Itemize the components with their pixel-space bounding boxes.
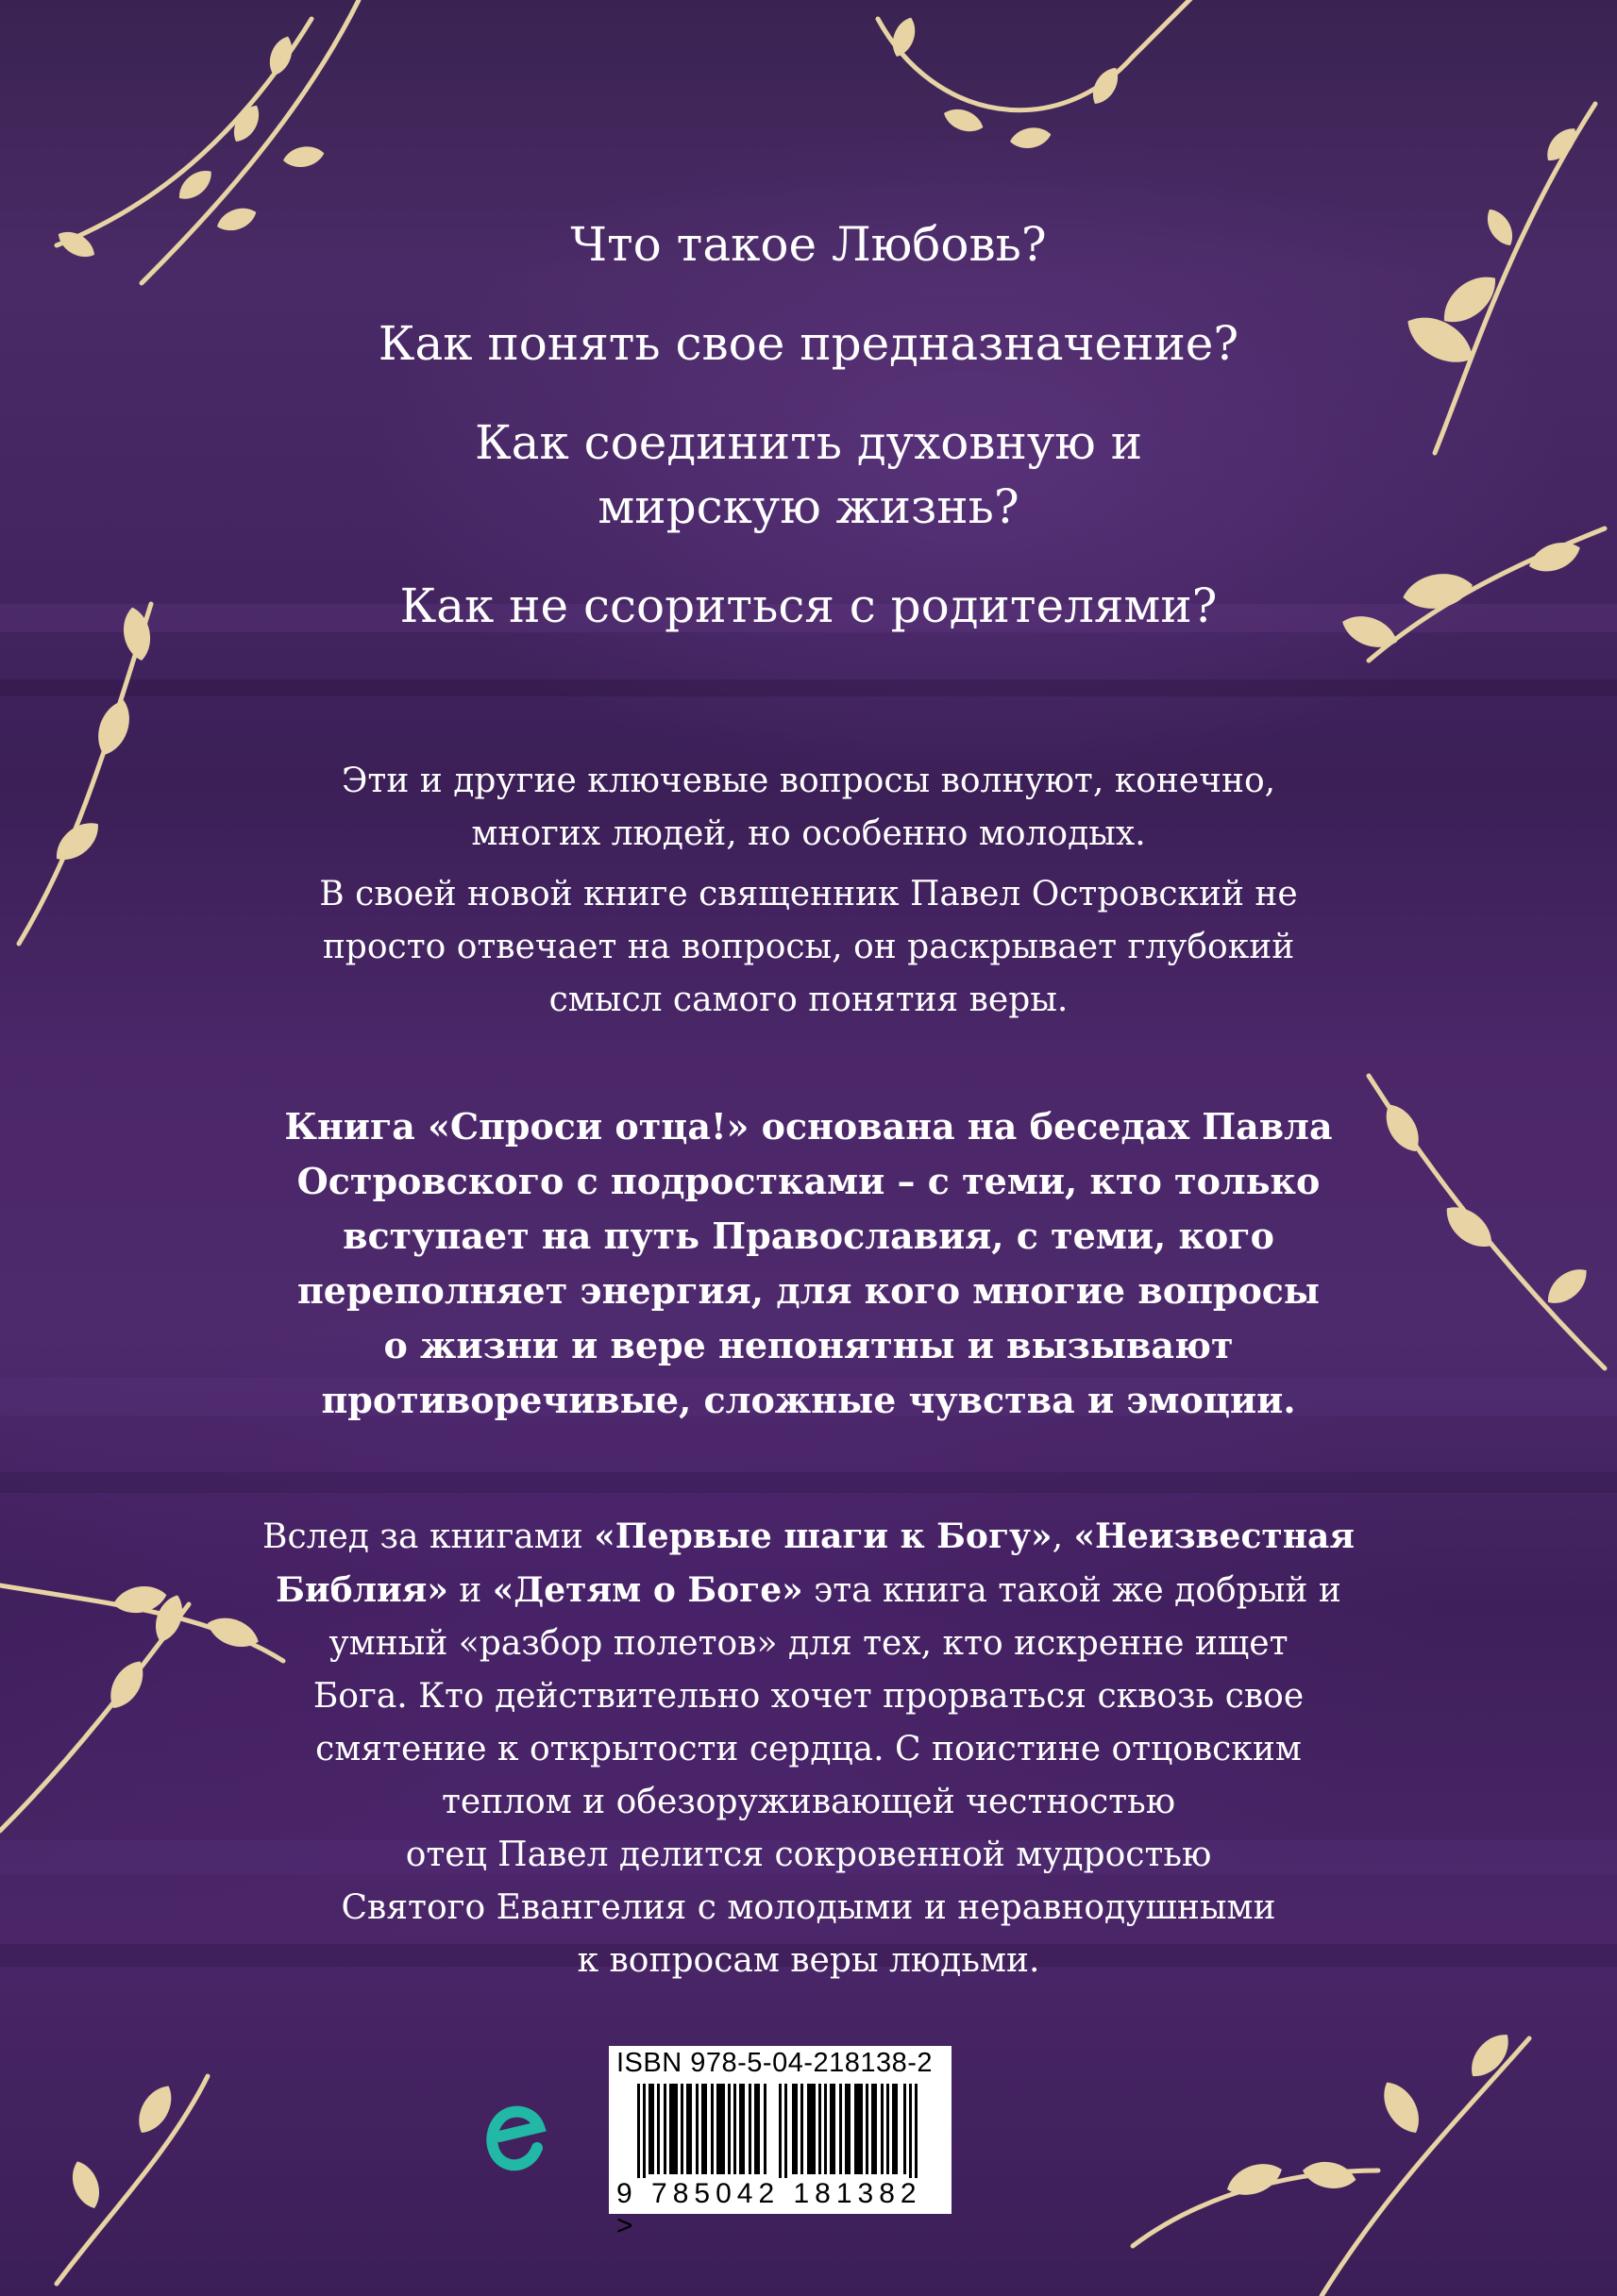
question-purpose: Как понять свое предназначение?	[378, 316, 1239, 371]
closing-line: отец Павел делится сокровенной мудростью	[405, 1835, 1212, 1874]
intro-line: многих людей, но особенно молодых.	[471, 814, 1146, 853]
intro-line: Эти и другие ключевые вопросы волнуют, конечно,	[341, 762, 1276, 800]
closing-paragraph	[0, 1510, 1617, 1987]
description-line: вступает на путь Православия, с теми, кого	[343, 1215, 1274, 1257]
book-title-children: «Детям о Боге»	[492, 1570, 803, 1610]
question-parents: Как не ссориться с родителями?	[399, 578, 1218, 633]
description-line: Островского с подростками – с теми, кто только	[296, 1160, 1321, 1202]
book-title-first-steps: «Первые шаги к Богу»	[594, 1517, 1053, 1556]
closing-line	[0, 1510, 1617, 1564]
question-love: Что такое Любовь?	[570, 217, 1047, 272]
barcode-bars	[637, 2084, 930, 2178]
text-span: и	[447, 1571, 493, 1610]
isbn-label: ISBN 978-5-04-218138-2	[616, 2048, 934, 2078]
isbn-digits: 9 785042 181382 >	[616, 2178, 922, 2241]
question-list	[0, 212, 1617, 673]
description-line: переполняет энергия, для кого многие вопросы	[296, 1269, 1321, 1312]
description-line: Книга «Спроси отца!» основана на беседах Павла	[284, 1105, 1333, 1148]
description-line: о жизни и вере непонятны и вызывают	[383, 1324, 1234, 1366]
closing-line: Святого Евангелия с молодыми и неравнодушными	[341, 1888, 1276, 1927]
text-span: эта книга такой же добрый и	[802, 1571, 1341, 1610]
question-spiritual-line1: Как соединить духовную и	[474, 415, 1143, 470]
intro-line: просто отвечает на вопросы, он раскрывает глубокий	[322, 928, 1295, 966]
isbn-barcode	[609, 2046, 952, 2241]
book-title-bible: Библия»	[276, 1570, 448, 1610]
closing-line: смятение к открытости сердца. С поистине отцовским	[315, 1730, 1302, 1768]
text-span: ,	[1052, 1517, 1074, 1556]
closing-line	[0, 1564, 1617, 1617]
description-line: противоречивые, сложные чувства и эмоции.	[321, 1379, 1296, 1421]
intro-paragraph	[0, 755, 1617, 1027]
intro-line: В своей новой книге священник Павел Островский не	[319, 875, 1298, 913]
text-span: Вслед за книгами	[262, 1517, 595, 1556]
question-spiritual-line2: мирскую жизнь?	[598, 479, 1019, 534]
closing-line: Бога. Кто действительно хочет прорваться сквозь свое	[312, 1677, 1305, 1716]
book-description	[0, 1099, 1617, 1428]
closing-line: к вопросам веры людьми.	[577, 1941, 1040, 1980]
book-title-unknown: «Неизвестная	[1073, 1517, 1355, 1556]
closing-line: умный «разбор полетов» для тех, кто искренне ищет	[328, 1624, 1289, 1663]
intro-line: смысл самого понятия веры.	[548, 980, 1069, 1019]
closing-line: теплом и обезоруживающей честностью	[441, 1783, 1176, 1821]
eksmo-e-logo-icon	[479, 2093, 554, 2178]
